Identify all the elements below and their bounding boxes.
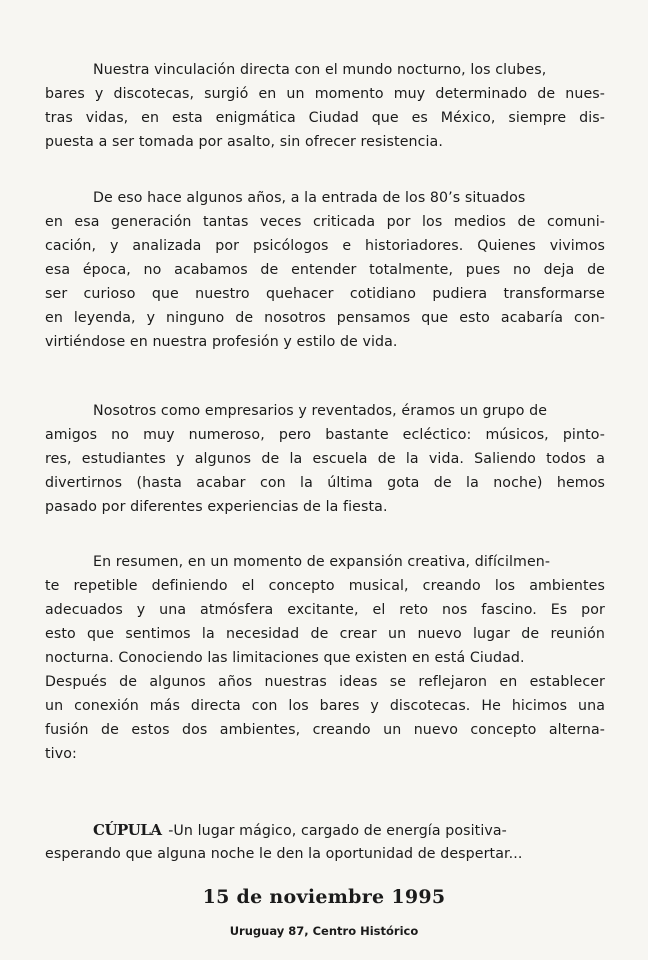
event-date: 15 de noviembre 1995 — [202, 886, 446, 908]
text-line: amigos no muy numeroso, pero bastante ecléctico: músicos, pinto- — [45, 427, 605, 443]
text-line: De eso hace algunos años, a la entrada de los 80’s situados — [93, 190, 526, 206]
text-line: un conexión más directa con los bares y discotecas. He hicimos una — [45, 698, 605, 714]
text-line: fusión de estos dos ambientes, creando un nuevo concepto alterna- — [45, 722, 605, 738]
text-line: en esa generación tantas veces criticada por los medios de comuni- — [45, 214, 605, 230]
text-line: adecuados y una atmósfera excitante, el reto nos fascino. Es por — [45, 602, 605, 618]
text-line: bares y discotecas, surgió en un momento muy determinado de nues- — [45, 86, 605, 102]
text-line: te repetible definiendo el concepto musical, creando los ambientes — [45, 578, 605, 594]
text-line: tras vidas, en esta enigmática Ciudad que es México, siempre dis- — [45, 110, 605, 126]
venue-address: Uruguay 87, Centro Histórico — [229, 924, 419, 938]
text-line: puesta a ser tomada por asalto, sin ofrecer resistencia. — [45, 134, 443, 150]
brand-name: CÚPULA — [93, 821, 162, 839]
text-line: divertirnos (hasta acabar con la última gota de la noche) hemos — [45, 475, 605, 491]
text-line: pasado por diferentes experiencias de la fiesta. — [45, 499, 388, 515]
text-line: esa época, no acabamos de entender totalmente, pues no deja de — [45, 262, 605, 278]
text-line: En resumen, en un momento de expansión creativa, difícilmen- — [93, 554, 551, 570]
text-line: Nuestra vinculación directa con el mundo nocturno, los clubes, — [93, 62, 547, 78]
paragraph-1 — [45, 58, 605, 154]
text-line: tivo: — [45, 746, 77, 762]
text-line: Nosotros como empresarios y reventados, éramos un grupo de — [93, 403, 548, 419]
closing-statement — [45, 818, 605, 866]
text-line: Después de algunos años nuestras ideas se reflejaron en establecer — [45, 674, 605, 690]
closing-line-2: esperando que alguna noche le den la oportunidad de despertar... — [45, 846, 523, 862]
paragraph-4 — [45, 550, 605, 766]
text-line: en leyenda, y ninguno de nosotros pensamos que esto acabaría con- — [45, 310, 605, 326]
paragraph-2 — [45, 186, 605, 354]
text-line: ser curioso que nuestro quehacer cotidiano pudiera transformarse — [45, 286, 605, 302]
text-line: res, estudiantes y algunos de la escuela de la vida. Saliendo todos a — [45, 451, 605, 467]
text-line: cación, y analizada por psicólogos e historiadores. Quienes vivimos — [45, 238, 605, 254]
closing-text: -Un lugar mágico, cargado de energía positiva- — [168, 823, 507, 839]
paragraph-3 — [45, 399, 605, 519]
text-line: esto que sentimos la necesidad de crear un nuevo lugar de reunión — [45, 626, 605, 642]
text-line: nocturna. Conociendo las limitaciones que existen en está Ciudad. — [45, 650, 525, 666]
closing-line-1 — [45, 818, 605, 842]
text-line: virtiéndose en nuestra profesión y estilo de vida. — [45, 334, 398, 350]
